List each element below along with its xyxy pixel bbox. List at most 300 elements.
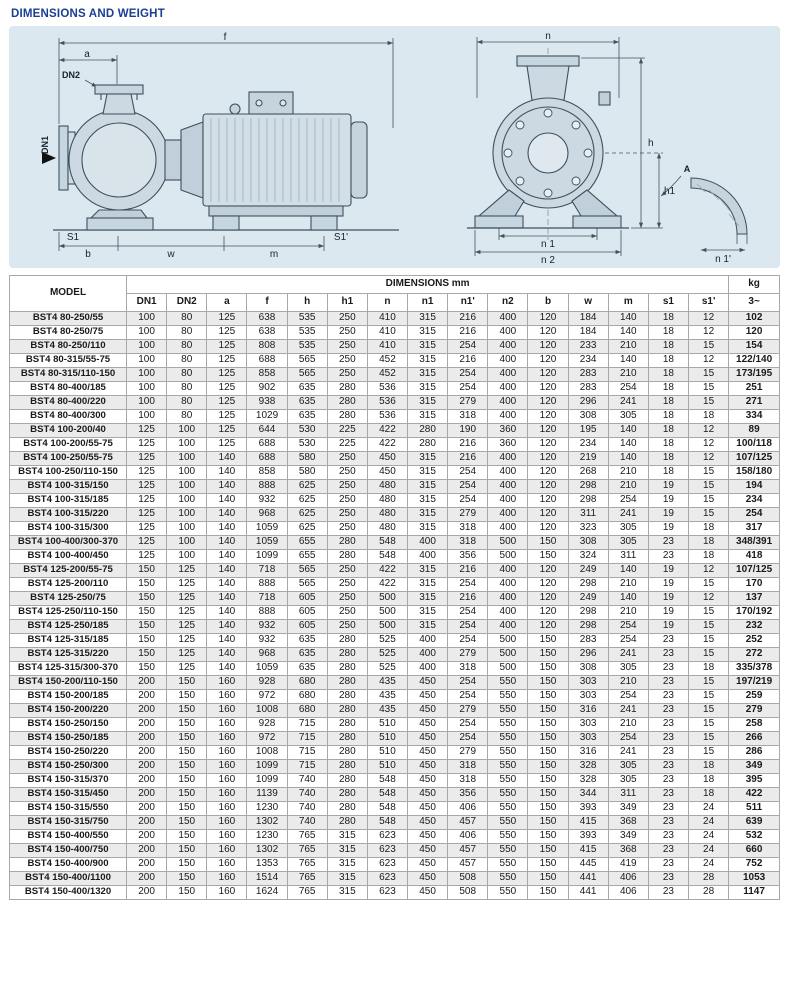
dimension-cell: 249 (568, 564, 608, 578)
dimension-cell: 190 (448, 424, 488, 438)
dimension-cell: 19 (648, 508, 688, 522)
dimension-cell: 565 (287, 578, 327, 592)
dimension-cell: 100 (167, 494, 207, 508)
dimension-cell: 15 (689, 606, 729, 620)
dimension-cell: 120 (528, 620, 568, 634)
column-header-s1: s1 (648, 294, 688, 312)
dimension-cell: 150 (528, 732, 568, 746)
dimension-cell: 125 (207, 312, 247, 326)
dimension-cell: 241 (608, 746, 648, 760)
dimension-cell: 125 (167, 662, 207, 676)
dimension-cell: 550 (488, 774, 528, 788)
dimension-cell: 140 (207, 508, 247, 522)
dimension-cell: 120 (528, 452, 568, 466)
dimension-cell: 18 (689, 550, 729, 564)
dimension-cell: 400 (488, 354, 528, 368)
table-row (10, 606, 780, 620)
dimension-cell: 23 (648, 774, 688, 788)
dimension-cell: 120 (528, 340, 568, 354)
dimension-cell: 150 (167, 774, 207, 788)
table-row (10, 676, 780, 690)
dimension-cell: 688 (247, 354, 287, 368)
dimension-cell: 250 (327, 592, 367, 606)
dimension-cell: 254 (608, 494, 648, 508)
dimension-cell: 100 (127, 410, 167, 424)
dimension-cell: 184 (568, 326, 608, 340)
dimension-cell: 19 (648, 606, 688, 620)
dimension-cell: 928 (247, 676, 287, 690)
dimension-cell: 140 (608, 438, 648, 452)
dimension-cell: 150 (528, 788, 568, 802)
dimension-cell: 510 (367, 718, 407, 732)
dimension-cell: 28 (689, 872, 729, 886)
dimension-cell: 605 (287, 606, 327, 620)
dimension-cell: 23 (648, 802, 688, 816)
dimension-cell: 938 (247, 396, 287, 410)
dimension-cell: 410 (367, 312, 407, 326)
dimension-cell: 15 (689, 648, 729, 662)
dimension-cell: 1302 (247, 844, 287, 858)
dimension-cell: 140 (207, 480, 247, 494)
dimension-cell: 80 (167, 312, 207, 326)
dimension-cell: 250 (327, 480, 367, 494)
dimension-cell: 406 (608, 886, 648, 900)
dimension-cell: 12 (689, 312, 729, 326)
dimension-cell: 160 (207, 802, 247, 816)
dimension-cell: 24 (689, 844, 729, 858)
dimension-cell: 410 (367, 326, 407, 340)
weight-cell: 234 (729, 494, 780, 508)
dimension-cell: 125 (207, 382, 247, 396)
dimension-cell: 140 (608, 452, 648, 466)
dimension-cell: 283 (568, 368, 608, 382)
dimension-cell: 1059 (247, 536, 287, 550)
dimension-cell: 305 (608, 662, 648, 676)
dimension-cell: 23 (648, 718, 688, 732)
dimension-cell: 623 (367, 872, 407, 886)
dimension-cell: 120 (528, 326, 568, 340)
weight-cell: 232 (729, 620, 780, 634)
pump-body-group (59, 85, 203, 230)
table-row (10, 438, 780, 452)
dimension-cell: 450 (408, 886, 448, 900)
dimension-cell: 200 (127, 676, 167, 690)
dimension-cell: 400 (488, 578, 528, 592)
dimension-cell: 548 (367, 788, 407, 802)
dimension-cell: 120 (528, 368, 568, 382)
dimension-cell: 100 (127, 340, 167, 354)
dimension-cell: 80 (167, 410, 207, 424)
table-row (10, 536, 780, 550)
dimension-cell: 19 (648, 564, 688, 578)
dimension-cell: 150 (528, 844, 568, 858)
dimension-cell: 140 (207, 578, 247, 592)
dimension-cell: 15 (689, 480, 729, 494)
dimension-cell: 972 (247, 732, 287, 746)
dimension-cell: 406 (448, 830, 488, 844)
model-cell: BST4 150-200/220 (10, 704, 127, 718)
dimension-cell: 140 (207, 662, 247, 676)
dimension-cell: 120 (528, 396, 568, 410)
dimension-cell: 500 (367, 606, 407, 620)
dimension-cell: 241 (608, 648, 648, 662)
dimension-cell: 315 (408, 620, 448, 634)
dimension-cell: 623 (367, 830, 407, 844)
dimension-cell: 18 (648, 368, 688, 382)
dimension-cell: 360 (488, 424, 528, 438)
dimension-cell: 315 (408, 606, 448, 620)
detail-a-label: A (683, 164, 690, 174)
dimension-cell: 12 (689, 354, 729, 368)
dimension-cell: 15 (689, 368, 729, 382)
dimension-cell: 18 (689, 662, 729, 676)
dimension-cell: 24 (689, 858, 729, 872)
dimension-cell: 441 (568, 872, 608, 886)
dimension-cell: 410 (367, 340, 407, 354)
dimension-cell: 550 (488, 732, 528, 746)
dimension-cell: 100 (167, 508, 207, 522)
dimension-cell: 457 (448, 844, 488, 858)
dimension-cell: 740 (287, 788, 327, 802)
dimension-cell: 480 (367, 494, 407, 508)
dimension-cell: 1059 (247, 522, 287, 536)
dimension-cell: 249 (568, 592, 608, 606)
dimension-cell: 344 (568, 788, 608, 802)
dimension-cell: 18 (689, 536, 729, 550)
page-title: DIMENSIONS AND WEIGHT (11, 8, 165, 20)
dimension-cell: 23 (648, 732, 688, 746)
dimension-cell: 315 (408, 494, 448, 508)
weight-cell: 266 (729, 732, 780, 746)
dimension-cell: 623 (367, 858, 407, 872)
dimension-cell: 250 (327, 326, 367, 340)
dimension-cell: 280 (327, 746, 367, 760)
table-row (10, 788, 780, 802)
dimension-cell: 550 (488, 844, 528, 858)
dimension-cell: 500 (488, 550, 528, 564)
dim-h1-label: h1 (663, 186, 675, 197)
dimension-cell: 625 (287, 508, 327, 522)
table-row (10, 620, 780, 634)
dimension-cell: 100 (127, 326, 167, 340)
dim-dn1-label: DN1 (39, 135, 50, 154)
dimension-cell: 625 (287, 494, 327, 508)
dimension-cell: 400 (488, 368, 528, 382)
dimension-cell: 150 (127, 648, 167, 662)
dimension-cell: 23 (648, 676, 688, 690)
dimension-cell: 254 (448, 620, 488, 634)
dimension-cell: 422 (367, 564, 407, 578)
dimension-cell: 315 (327, 830, 367, 844)
dimension-cell: 18 (648, 340, 688, 354)
dimension-cell: 450 (408, 872, 448, 886)
model-cell: BST4 100-315/185 (10, 494, 127, 508)
dimension-cell: 200 (127, 690, 167, 704)
table-row (10, 592, 780, 606)
dimension-cell: 150 (127, 578, 167, 592)
weight-cell: 272 (729, 648, 780, 662)
dimension-cell: 120 (528, 466, 568, 480)
dimension-cell: 19 (648, 480, 688, 494)
dimension-cell: 283 (568, 634, 608, 648)
dimension-cell: 18 (648, 396, 688, 410)
dimension-cell: 296 (568, 396, 608, 410)
dimension-cell: 279 (448, 648, 488, 662)
dimension-cell: 279 (448, 396, 488, 410)
dimension-cell: 280 (327, 634, 367, 648)
dimension-cell: 400 (488, 494, 528, 508)
dimension-cell: 18 (648, 326, 688, 340)
dimension-cell: 450 (408, 676, 448, 690)
table-row (10, 634, 780, 648)
dimension-cell: 623 (367, 844, 407, 858)
dimension-cell: 715 (287, 732, 327, 746)
dimension-cell: 303 (568, 718, 608, 732)
dimension-cell: 160 (207, 690, 247, 704)
model-cell: BST4 100-315/150 (10, 480, 127, 494)
dimension-cell: 400 (488, 340, 528, 354)
dimension-cell: 125 (167, 592, 207, 606)
dimension-cell: 250 (327, 466, 367, 480)
weight-cell: 107/125 (729, 564, 780, 578)
dimension-cell: 535 (287, 340, 327, 354)
dimension-cell: 638 (247, 312, 287, 326)
dimension-cell: 315 (408, 480, 448, 494)
table-row (10, 452, 780, 466)
dimension-cell: 160 (207, 844, 247, 858)
dimension-cell: 12 (689, 452, 729, 466)
model-cell: BST4 100-250/55-75 (10, 452, 127, 466)
weight-cell: 279 (729, 704, 780, 718)
dimension-cell: 550 (488, 886, 528, 900)
model-cell: BST4 150-315/450 (10, 788, 127, 802)
dimension-cell: 125 (167, 606, 207, 620)
dimension-cell: 125 (127, 438, 167, 452)
dimension-cell: 150 (167, 760, 207, 774)
dimension-cell: 422 (367, 424, 407, 438)
dimension-cell: 150 (528, 676, 568, 690)
model-cell: BST4 80-250/75 (10, 326, 127, 340)
dimension-cell: 120 (528, 354, 568, 368)
dimension-cell: 548 (367, 802, 407, 816)
dimension-cell: 1099 (247, 550, 287, 564)
dimension-cell: 150 (528, 746, 568, 760)
dimension-cell: 225 (327, 438, 367, 452)
dimension-cell: 250 (327, 620, 367, 634)
dimension-cell: 280 (327, 396, 367, 410)
model-cell: BST4 100-315/300 (10, 522, 127, 536)
dimension-cell: 765 (287, 830, 327, 844)
dimension-cell: 548 (367, 536, 407, 550)
model-cell: BST4 80-400/220 (10, 396, 127, 410)
dimension-cell: 688 (247, 452, 287, 466)
dimension-cell: 525 (367, 648, 407, 662)
model-cell: BST4 80-400/300 (10, 410, 127, 424)
dimension-cell: 150 (528, 886, 568, 900)
weight-cell: 170/192 (729, 606, 780, 620)
dimension-cell: 150 (528, 536, 568, 550)
dimension-cell: 1624 (247, 886, 287, 900)
dimension-cell: 140 (608, 564, 648, 578)
dimension-cell: 550 (488, 746, 528, 760)
dimension-cell: 250 (327, 578, 367, 592)
dimension-cell: 125 (207, 396, 247, 410)
dimension-cell: 435 (367, 676, 407, 690)
table-row (10, 830, 780, 844)
dimension-cell: 400 (488, 396, 528, 410)
table-row (10, 746, 780, 760)
dimension-cell: 150 (167, 872, 207, 886)
dimension-cell: 279 (448, 704, 488, 718)
model-cell: BST4 150-315/370 (10, 774, 127, 788)
weight-cell: 120 (729, 326, 780, 340)
dimension-cell: 23 (648, 536, 688, 550)
dimension-cell: 1059 (247, 662, 287, 676)
dimension-cell: 125 (127, 522, 167, 536)
dimension-cell: 565 (287, 354, 327, 368)
dimension-cell: 315 (408, 522, 448, 536)
model-cell: BST4 150-400/550 (10, 830, 127, 844)
dimension-cell: 254 (448, 690, 488, 704)
dimension-cell: 150 (167, 746, 207, 760)
dimension-cell: 1353 (247, 858, 287, 872)
dimension-cell: 280 (327, 648, 367, 662)
weight-cell: 173/195 (729, 368, 780, 382)
dimension-cell: 216 (448, 312, 488, 326)
dimension-cell: 200 (127, 802, 167, 816)
dimension-cell: 254 (448, 494, 488, 508)
dimension-cell: 15 (689, 578, 729, 592)
dimension-cell: 400 (488, 508, 528, 522)
dimension-cell: 328 (568, 774, 608, 788)
dimension-cell: 356 (448, 788, 488, 802)
dimension-cell: 150 (528, 718, 568, 732)
dimension-cell: 150 (167, 858, 207, 872)
dimension-cell: 125 (207, 368, 247, 382)
dimension-cell: 688 (247, 438, 287, 452)
dimension-cell: 250 (327, 312, 367, 326)
dimension-cell: 400 (408, 550, 448, 564)
dimension-cell: 968 (247, 648, 287, 662)
dimension-cell: 1230 (247, 802, 287, 816)
table-row (10, 732, 780, 746)
dimension-cell: 298 (568, 620, 608, 634)
dimension-cell: 315 (408, 466, 448, 480)
dimension-cell: 18 (689, 522, 729, 536)
dimension-cell: 150 (127, 606, 167, 620)
table-row (10, 760, 780, 774)
dimension-cell: 160 (207, 732, 247, 746)
dimension-cell: 315 (408, 340, 448, 354)
dimension-cell: 315 (408, 508, 448, 522)
dimension-cell: 422 (367, 578, 407, 592)
dimension-cell: 250 (327, 368, 367, 382)
dimension-cell: 120 (528, 508, 568, 522)
drawing-panel (9, 26, 780, 268)
dimension-cell: 150 (167, 830, 207, 844)
dimension-cell: 125 (207, 424, 247, 438)
model-cell: BST4 150-400/900 (10, 858, 127, 872)
dimension-cell: 216 (448, 354, 488, 368)
dimension-cell: 305 (608, 774, 648, 788)
dimension-cell: 160 (207, 746, 247, 760)
dimension-cell: 550 (488, 704, 528, 718)
dim-n2-label: n 2 (540, 255, 555, 266)
table-row (10, 662, 780, 676)
dimension-cell: 298 (568, 480, 608, 494)
dimension-cell: 254 (448, 606, 488, 620)
weight-cell: 100/118 (729, 438, 780, 452)
dimension-cell: 210 (608, 676, 648, 690)
dimension-cell: 15 (689, 340, 729, 354)
dimension-cell: 19 (648, 522, 688, 536)
dimension-cell: 400 (408, 634, 448, 648)
dimension-cell: 254 (608, 634, 648, 648)
dimension-cell: 15 (689, 690, 729, 704)
dimension-cell: 160 (207, 816, 247, 830)
dimension-cell: 740 (287, 802, 327, 816)
dimension-cell: 279 (448, 508, 488, 522)
dimension-cell: 150 (528, 690, 568, 704)
dimension-cell: 298 (568, 606, 608, 620)
dimension-cell: 254 (448, 368, 488, 382)
dimension-cell: 510 (367, 760, 407, 774)
dimension-cell: 1029 (247, 410, 287, 424)
dimension-cell: 450 (408, 690, 448, 704)
dimension-cell: 280 (327, 690, 367, 704)
dimension-cell: 18 (648, 410, 688, 424)
weight-cell: 348/391 (729, 536, 780, 550)
dimension-cell: 234 (568, 354, 608, 368)
dimension-cell: 125 (207, 340, 247, 354)
model-cell: BST4 100-400/300-370 (10, 536, 127, 550)
dimension-cell: 18 (648, 312, 688, 326)
dimension-cell: 160 (207, 886, 247, 900)
dimension-cell: 536 (367, 382, 407, 396)
dimension-cell: 268 (568, 466, 608, 480)
dimension-cell: 160 (207, 858, 247, 872)
dimension-cell: 216 (448, 438, 488, 452)
table-row (10, 354, 780, 368)
dimension-cell: 718 (247, 592, 287, 606)
weight-cell: 639 (729, 816, 780, 830)
dimension-cell: 406 (608, 872, 648, 886)
dimension-cell: 550 (488, 858, 528, 872)
weight-cell: 511 (729, 802, 780, 816)
table-row (10, 564, 780, 578)
dimension-cell: 536 (367, 410, 407, 424)
dimension-cell: 254 (448, 480, 488, 494)
dimension-cell: 100 (167, 550, 207, 564)
dimension-cell: 280 (327, 718, 367, 732)
dimension-cell: 580 (287, 466, 327, 480)
dimension-cell: 80 (167, 354, 207, 368)
table-row (10, 858, 780, 872)
dimension-cell: 150 (528, 774, 568, 788)
weight-cell: 334 (729, 410, 780, 424)
dimension-cell: 283 (568, 382, 608, 396)
dimension-cell: 254 (448, 732, 488, 746)
dimension-cell: 200 (127, 858, 167, 872)
dimension-cell: 140 (207, 564, 247, 578)
dimension-cell: 18 (689, 760, 729, 774)
dimension-cell: 219 (568, 452, 608, 466)
dimension-cell: 200 (127, 760, 167, 774)
dimension-cell: 15 (689, 704, 729, 718)
weight-cell: 1147 (729, 886, 780, 900)
dimension-cell: 15 (689, 634, 729, 648)
dimension-cell: 400 (488, 312, 528, 326)
